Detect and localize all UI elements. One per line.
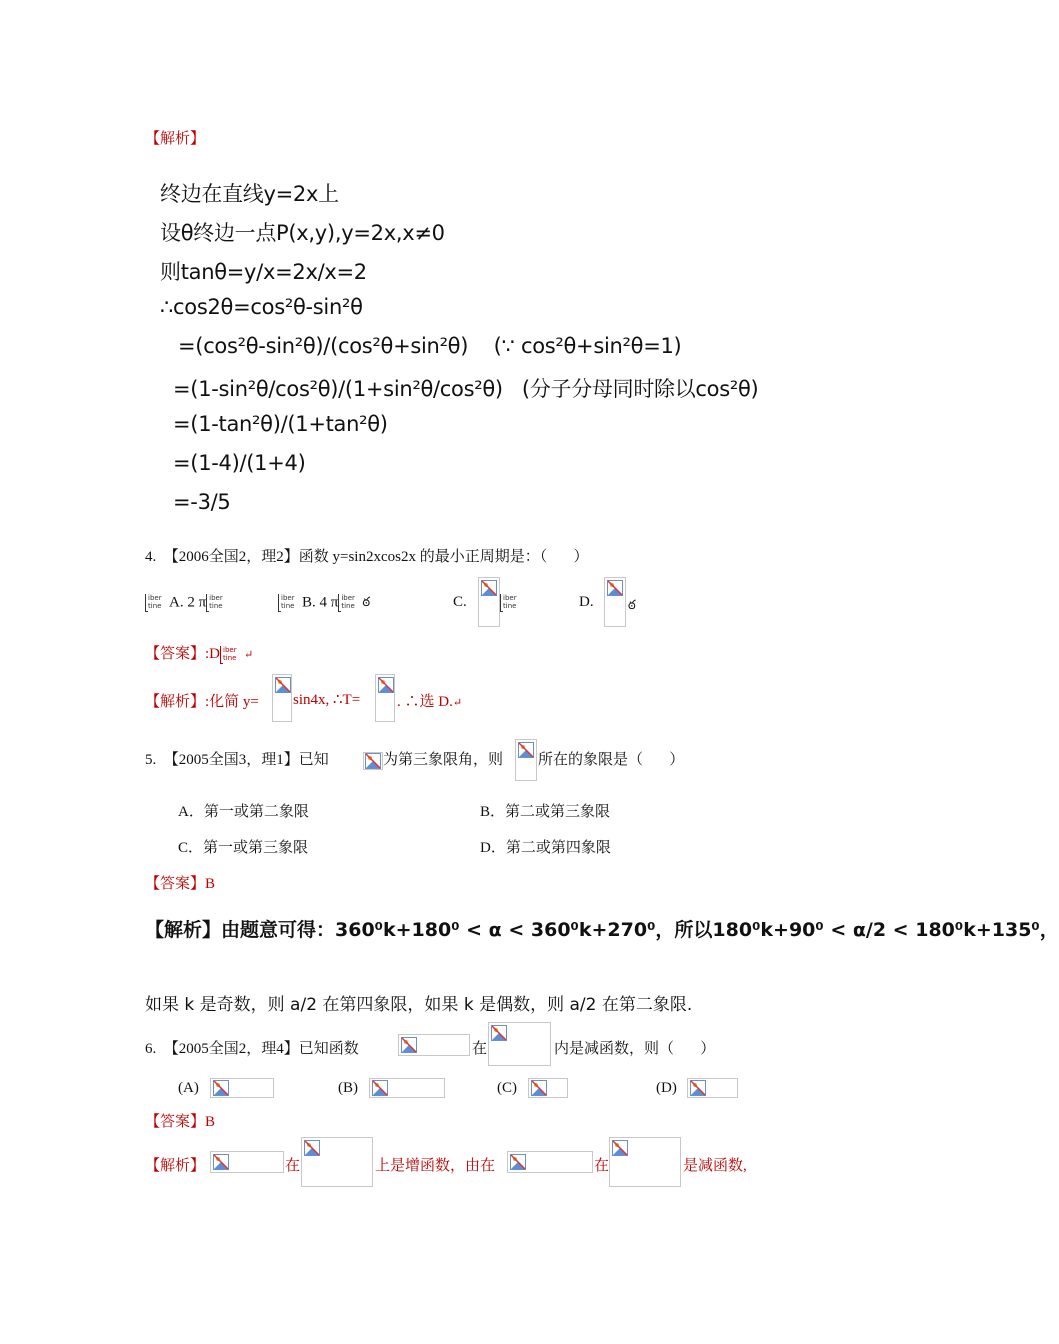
q6-stem-c: 内是减函数，则（ ）: [554, 1041, 716, 1057]
libertine-glyph: iber tine: [338, 594, 362, 612]
analysis-line-9: =-3/5: [173, 490, 231, 514]
q6-stem-b: 在: [472, 1041, 488, 1057]
broken-image-icon: [375, 674, 395, 722]
q4-analysis-a: 【解析】:化简 y=: [145, 694, 259, 710]
q6-option-d-label: (D): [656, 1080, 677, 1096]
q6-stem-a: 6. 【2005全国2，理4】已知函数: [145, 1041, 359, 1057]
broken-image-icon: [210, 1151, 284, 1173]
broken-image-icon: [369, 1078, 445, 1098]
broken-image-icon: [301, 1137, 373, 1187]
libertine-glyph: iber tine: [500, 594, 524, 612]
broken-image-icon: [210, 1078, 274, 1098]
q5-analysis-line2: 如果 k 是奇数，则 a/2 在第四象限，如果 k 是偶数，则 a/2 在第二象限.: [145, 995, 693, 1015]
broken-image-icon: [528, 1078, 568, 1098]
q6-option-b-label: (B): [338, 1080, 358, 1096]
q5-stem-c: 所在的象限是（ ）: [538, 752, 685, 768]
curl-icon: ఠ: [628, 598, 636, 613]
q5-analysis: 【解析】由题意可得：360⁰k+180⁰ < α < 360⁰k+270⁰，所以180⁰k+90⁰ < α/2 < 180⁰k+135⁰，: [145, 919, 1059, 941]
libertine-glyph: iber tine: [278, 594, 302, 612]
q6-option-c-label: (C): [497, 1080, 517, 1096]
libertine-glyph: iber tine: [145, 594, 169, 612]
analysis-line-3: 则tanθ=y/x=2x/x=2: [160, 260, 367, 284]
libertine-glyph: iber tine: [206, 594, 230, 612]
analysis-line-2: 设θ终边一点P(x,y),y=2x,x≠0: [160, 221, 445, 245]
q5-option-a: A．第一或第二象限: [178, 804, 309, 820]
q5-stem-a: 5. 【2005全国3，理1】已知: [145, 752, 329, 768]
q5-option-d: D．第二或第四象限: [480, 840, 611, 856]
broken-image-icon: [609, 1137, 681, 1187]
q6-analysis-b: 上是增函数，由在: [375, 1158, 496, 1174]
q5-option-c: C．第一或第三象限: [178, 840, 309, 856]
q4-analysis-b: sin4x, ∴T=: [293, 692, 361, 708]
q4-answer: 【答案】:D iber tine ↵: [145, 645, 254, 662]
libertine-glyph: iber tine: [220, 646, 244, 664]
q5-option-b: B．第二或第三象限: [480, 804, 611, 820]
q6-analysis-d: 是减函数,: [683, 1158, 747, 1174]
analysis-line-7: =(1-tan²θ)/(1+tan²θ): [173, 412, 388, 436]
analysis-line-8: =(1-4)/(1+4): [173, 451, 306, 475]
q4-option-d-label: D.: [579, 594, 594, 610]
broken-image-icon: [515, 739, 537, 781]
broken-image-icon: [272, 674, 292, 722]
analysis-line-4: ∴cos2θ=cos²θ-sin²θ: [160, 295, 363, 319]
q6-option-a-label: (A): [178, 1080, 199, 1096]
broken-image-icon: [398, 1034, 470, 1056]
broken-image-icon: [478, 577, 500, 627]
q6-analysis-label: 【解析】: [145, 1158, 206, 1174]
analysis-label-1: 【解析】: [145, 131, 206, 147]
q4-option-b: iber tine B. 4 π iber tine ఠ: [278, 594, 370, 613]
q5-stem-b: 为第三象限角，则: [383, 752, 504, 768]
q6-analysis-a: 在: [285, 1158, 301, 1174]
q4-option-a: iber tine A. 2 π iber tine: [145, 594, 230, 612]
q4-analysis-c: . ∴选 D.↵: [397, 694, 463, 710]
broken-image-icon: [507, 1151, 593, 1173]
analysis-line-6: =(1-sin²θ/cos²θ)/(1+sin²θ/cos²θ) (分子分母同时除以cos²θ): [173, 377, 759, 401]
q6-analysis-c: 在: [594, 1158, 610, 1174]
q4-stem: 4. 【2006全国2，理2】函数 y=sin2xcos2x 的最小正周期是：（ ）: [145, 549, 589, 565]
analysis-line-1: 终边在直线y=2x上: [160, 182, 339, 206]
broken-image-icon: [363, 752, 383, 770]
curl-icon: ఠ: [362, 595, 371, 611]
broken-image-icon: [687, 1078, 738, 1098]
broken-image-icon: [604, 577, 626, 627]
q4-option-c-glyph: [500, 594, 524, 612]
q5-answer: 【答案】B: [145, 876, 216, 892]
broken-image-icon: [488, 1022, 551, 1066]
q4-option-c-label: C.: [453, 594, 467, 610]
analysis-line-5: =(cos²θ-sin²θ)/(cos²θ+sin²θ) (∵ cos²θ+sin²θ=1): [178, 334, 682, 358]
q6-answer: 【答案】B: [145, 1114, 216, 1130]
